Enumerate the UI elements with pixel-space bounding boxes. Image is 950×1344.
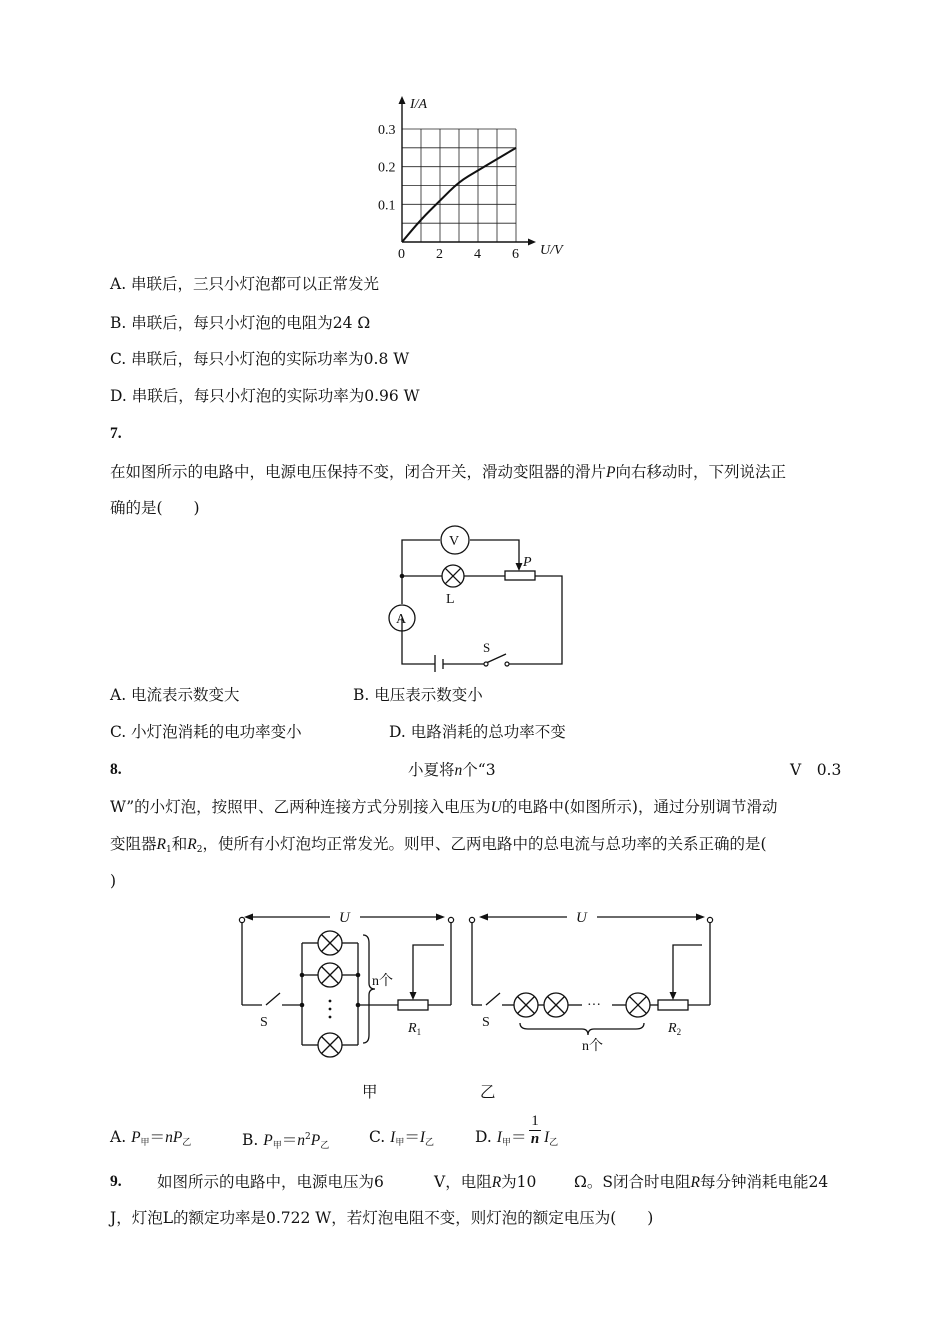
q7-option-b: B. 电压表示数变小 [353,686,483,704]
y-tick-label: 0.3 [378,123,396,138]
fraction-denominator: n [530,1131,540,1147]
n-label-right: n个 [582,1039,603,1054]
caption-yi: 乙 [480,1083,496,1101]
y-axis-label: I/A [410,97,428,112]
u-label-right: U [576,910,587,926]
graph-grid [402,129,516,242]
q6-option-d: D. 串联后，每只小灯泡的实际功率为0.96 W [110,387,420,405]
q7-number: 7. [110,425,122,442]
n-label-left: n个 [372,974,393,989]
x-tick-label: 0 [398,247,405,262]
x-axis-label: U/V [540,243,563,258]
q8-option-d: D. $I_甲=$ [475,1128,527,1148]
q9-number: 9. [110,1173,122,1190]
lamp-label: L [446,592,455,607]
x-tick-label: 4 [474,247,481,262]
iu-graph [370,92,580,262]
voltmeter-label: V [449,534,460,549]
q7-stem-line2: 确的是( ) [110,499,200,517]
q7-option-c: C. 小灯泡消耗的电功率变小 [110,723,302,741]
q8-option-c: C. $I_甲=I_乙$ [369,1128,435,1148]
q7-option-d: D. 电路消耗的总功率不变 [389,723,566,741]
r2-label: $R_2$ [668,1021,682,1037]
x-tick-label: 6 [512,247,519,262]
y-tick-label: 0.2 [378,160,396,176]
q8-stem-line4: ) [110,872,117,890]
x-tick-label: 2 [436,247,443,262]
q9-stem-line1-b: V，电阻R为10 [434,1173,537,1191]
q6-option-b: B. 串联后，每只小灯泡的电阻为24 Ω [110,314,371,332]
switch-label-right: S [482,1015,490,1030]
switch-label: S [483,640,491,655]
q9-stem-line1-c: Ω。S闭合时电阻R每分钟消耗电能24 [574,1173,829,1191]
slider-label: P [523,555,532,570]
q8-stem-line1-b: V 0.3 [790,761,842,779]
u-label-left: U [339,910,350,926]
caption-jia: 甲 [362,1083,378,1101]
q8-option-d-fraction [529,1113,541,1148]
q8-option-d-rhs: $I_乙$ [544,1129,559,1148]
ammeter-label: A [396,612,407,627]
q7-circuit [380,522,580,672]
x-tick-labels [398,247,519,262]
q9-stem-line1-a: 如图所示的电路中，电源电压为6 [157,1173,384,1191]
q8-stem-line2: W”的小灯泡，按照甲、乙两种连接方式分别接入电压为U的电路中(如图所示)，通过分别调节滑动 [110,798,778,816]
q8-option-b: B. $P_甲=n^2P_乙$ [242,1131,330,1152]
ellipsis: ··· [587,998,601,1013]
fraction-numerator: 1 [531,1113,539,1129]
y-tick-label: 0.1 [378,198,396,214]
q8-stem-line1-a: 小夏将n个“3 [408,761,496,779]
q8-circuits [232,905,722,1065]
switch-label-left: S [260,1015,268,1030]
y-tick-labels [378,123,396,213]
q6-option-c: C. 串联后，每只小灯泡的实际功率为0.8 W [110,350,410,368]
q6-option-a: A. 串联后，三只小灯泡都可以正常发光 [110,275,380,293]
r1-label: $R_1$ [408,1021,422,1037]
q9-stem-line2: J，灯泡L的额定功率是0.722 W，若灯泡电阻不变，则灯泡的额定电压为( ) [110,1209,654,1227]
q7-option-a: A. 电流表示数变大 [110,686,240,704]
q8-number: 8. [110,761,122,778]
q7-stem-line1: 在如图所示的电路中，电源电压保持不变，闭合开关，滑动变阻器的滑片P向右移动时，下列说法正 [110,463,786,481]
q8-option-a: A. $P_甲=nP_乙$ [110,1128,192,1148]
q8-stem-line3: 变阻器$R_1$和$R_2$，使所有小灯泡均正常发光。则甲、乙两电路中的总电流与总功率的关系正确的是( [110,835,767,855]
